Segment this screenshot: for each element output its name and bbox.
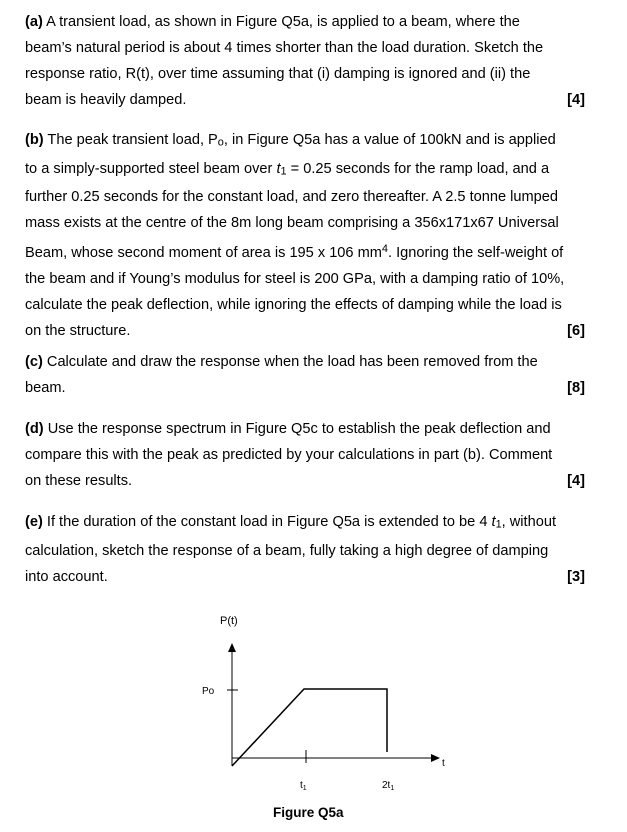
question-d-marks: [4] (567, 473, 585, 489)
y-axis-label: P(t) (220, 615, 238, 627)
question-a-label: (a) (25, 14, 43, 30)
question-c-label: (c) (25, 354, 43, 370)
question-d-line-1: (d) Use the response spectrum in Figure Q5c to establish the peak deflection and (25, 421, 551, 437)
question-b-line-3: further 0.25 seconds for the constant load, and zero thereafter. A 2.5 tonne lumped (25, 189, 559, 206)
question-d-line-2: compare this with the peak as predicted by your calculations in part (b). Comment (25, 447, 553, 463)
question-e-line-2: calculation, sketch the response of a beam, fully taking a high degree of damping (25, 542, 549, 559)
question-a-line-3: response ratio, R(t), over time assuming that (i) damping is ignored and (ii) the (25, 66, 531, 82)
question-e-line-1: (e) If the duration of the constant load in Figure Q5a is extended to be 4 t1, without (25, 514, 557, 531)
question-d (25, 416, 585, 494)
question-b (25, 127, 585, 344)
question-c-marks: [8] (567, 380, 585, 396)
question-a-line-2: beam’s natural period is about 4 times shorter than the load duration. Sketch the (25, 40, 544, 56)
question-a-marks: [4] (567, 92, 585, 108)
question-e-label: (e) (25, 514, 43, 530)
question-b-line-5: Beam, whose second moment of area is 195 x 106 $mm^4$. Ignoring the self-weight of (25, 243, 564, 262)
question-a (25, 9, 585, 113)
question-b-line-8: on the structure. (25, 323, 131, 340)
question-d-label: (d) (25, 421, 44, 437)
question-e (25, 509, 585, 590)
question-b-marks: [6] (567, 323, 585, 340)
load-time-diagram (180, 600, 480, 827)
question-a-line-4: beam is heavily damped. (25, 92, 187, 108)
question-c (25, 349, 585, 401)
question-b-line-4: mass exists at the centre of the 8m long beam comprising a 356x171x67 Universal (25, 215, 559, 232)
t1-tick-label: $t_1$ (300, 780, 307, 792)
question-e-marks: [3] (567, 568, 585, 585)
question-b-line-1: (b) The peak transient load, Po, in Figure Q5a has a value of 100kN and is applied (25, 132, 556, 149)
figure-caption: Figure Q5a (273, 805, 344, 820)
figure-q5a (180, 600, 480, 827)
question-b-line-7: calculate the peak deflection, while ignoring the effects of damping while the load is (25, 297, 562, 314)
x-axis-label: t (442, 758, 445, 769)
question-b-line-2: to a simply-supported steel beam over t1 = 0.25 seconds for the ramp load, and a (25, 160, 550, 178)
y-axis-arrow (228, 643, 236, 652)
x-axis-arrow (431, 754, 440, 762)
question-b-line-6: the beam and if Young’s modulus for steel is 200 GPa, with a damping ratio of 10%, (25, 271, 565, 288)
po-label: Po (202, 686, 215, 697)
2t1-tick-label: $2t_1$ (382, 780, 395, 792)
question-d-line-3: on these results. (25, 473, 133, 489)
question-e-line-3: into account. (25, 568, 108, 585)
question-b-label: (b) (25, 132, 44, 148)
load-curve (232, 689, 387, 766)
question-c-line-2: beam. (25, 380, 66, 396)
question-a-line-1: (a) A transient load, as shown in Figure Q5a, is applied to a beam, where the (25, 14, 520, 30)
question-c-line-1: (c) Calculate and draw the response when the load has been removed from the (25, 354, 538, 370)
